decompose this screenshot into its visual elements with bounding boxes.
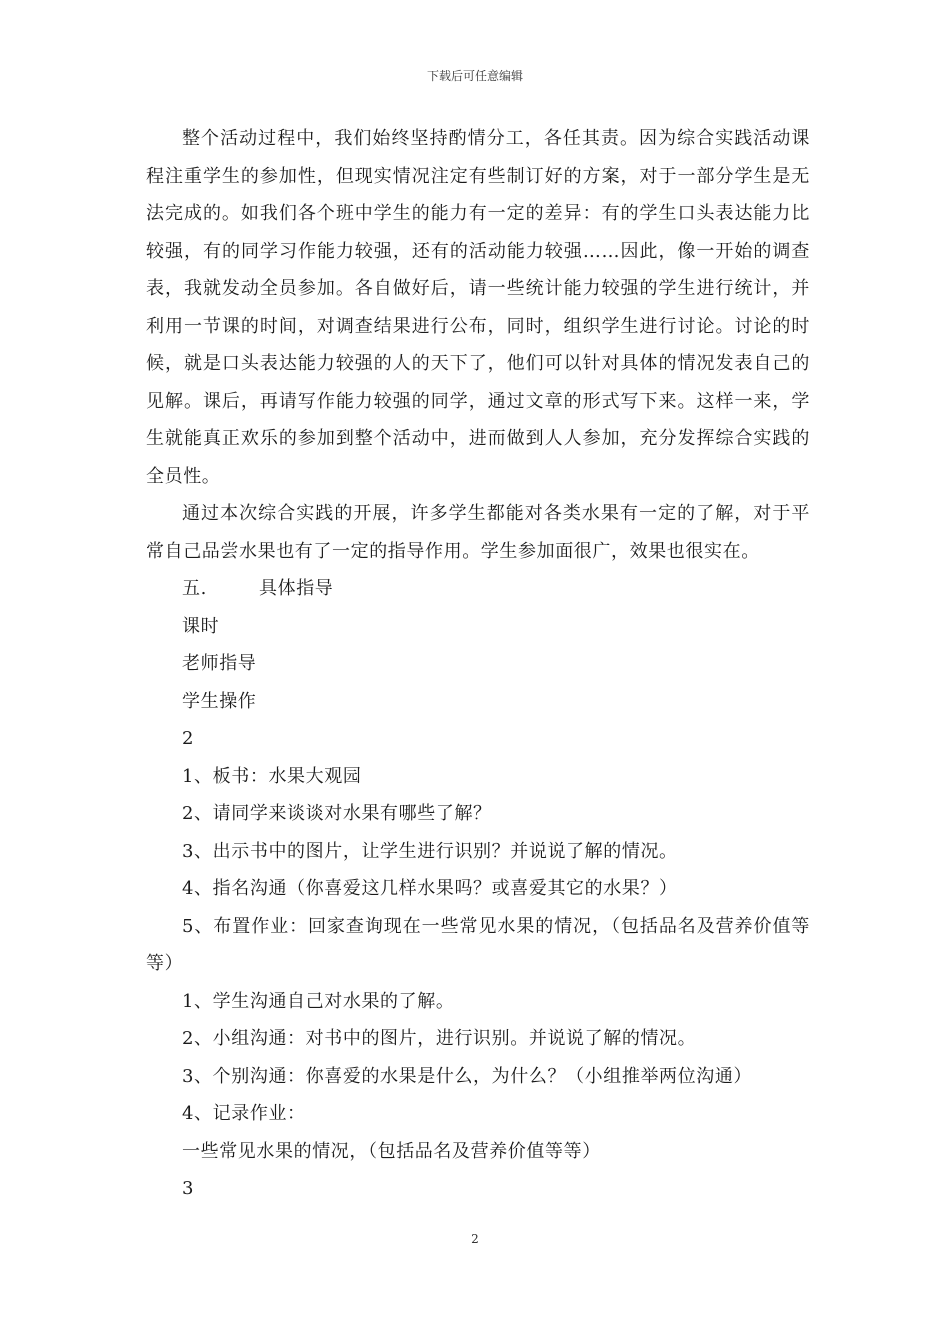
section-heading xyxy=(146,570,810,608)
paragraph-summary: 通过本次综合实践的开展，许多学生都能对各类水果有一定的了解，对于平常自己品尝水果也有了一定的指导作用。学生参加面很广，效果也很实在。 xyxy=(146,503,810,562)
document-body xyxy=(146,120,810,1208)
student-step: 3、个别沟通：你喜爱的水果是什么，为什么？（小组推举两位沟通） xyxy=(182,1065,753,1087)
teacher-step: 1、板书：水果大观园 xyxy=(182,765,362,787)
teacher-step: 2、请同学来谈谈对水果有哪些了解？ xyxy=(182,803,492,824)
student-step: 一些常见水果的情况，（包括品名及营养价值等等） xyxy=(182,1140,601,1162)
section-number: 五. xyxy=(182,578,207,599)
student-step: 4、记录作业： xyxy=(182,1103,306,1124)
teacher-step: 4、指名沟通（你喜爱这几样水果吗？或喜爱其它的水果？） xyxy=(182,878,678,899)
student-step: 1、学生沟通自己对水果的了解。 xyxy=(182,990,455,1012)
period-number: 2 xyxy=(182,728,195,749)
section-title: 具体指导 xyxy=(259,578,334,599)
label-student-operation: 学生操作 xyxy=(182,690,257,712)
label-period: 课时 xyxy=(182,615,220,637)
student-step: 2、小组沟通：对书中的图片，进行识别。并说说了解的情况。 xyxy=(182,1028,697,1049)
period-number: 3 xyxy=(182,1178,195,1199)
teacher-step-homework: 5、布置作业：回家查询现在一些常见水果的情况，（包括品名及营养价值等等） xyxy=(146,915,810,974)
label-teacher-guidance: 老师指导 xyxy=(182,653,257,674)
page-header-note: 下载后可任意编辑 xyxy=(426,69,523,83)
page-number: 2 xyxy=(471,1232,479,1246)
paragraph-activity-process: 整个活动过程中，我们始终坚持酌情分工，各任其责。因为综合实践活动课程注重学生的参加性，但现实情况注定有些制订好的方案，对于一部分学生是无法完成的。如我们各个班中学生的能力有一定的差异：有的学生口头表达能力比较强，有的同学习作能力较强，还有的活动能力较强……因此，像一开始的调查表，我就发动全员参加。各自做好后，请一些统计能力较强的学生进行统计，并利用一节课的时间，对调查结果进行公布，同时，组织学生进行讨论。讨论的时候，就是口头表达能力较强的人的天下了，他们可以针对具体的情况发表自己的见解。课后，再请写作能力较强的同学，通过文章的形式写下来。这样一来，学生就能真正欢乐的参加到整个活动中，进而做到人人参加，充分发挥综合实践的全员性。 xyxy=(146,128,810,487)
teacher-step: 3、出示书中的图片，让学生进行识别？并说说了解的情况。 xyxy=(182,840,678,862)
